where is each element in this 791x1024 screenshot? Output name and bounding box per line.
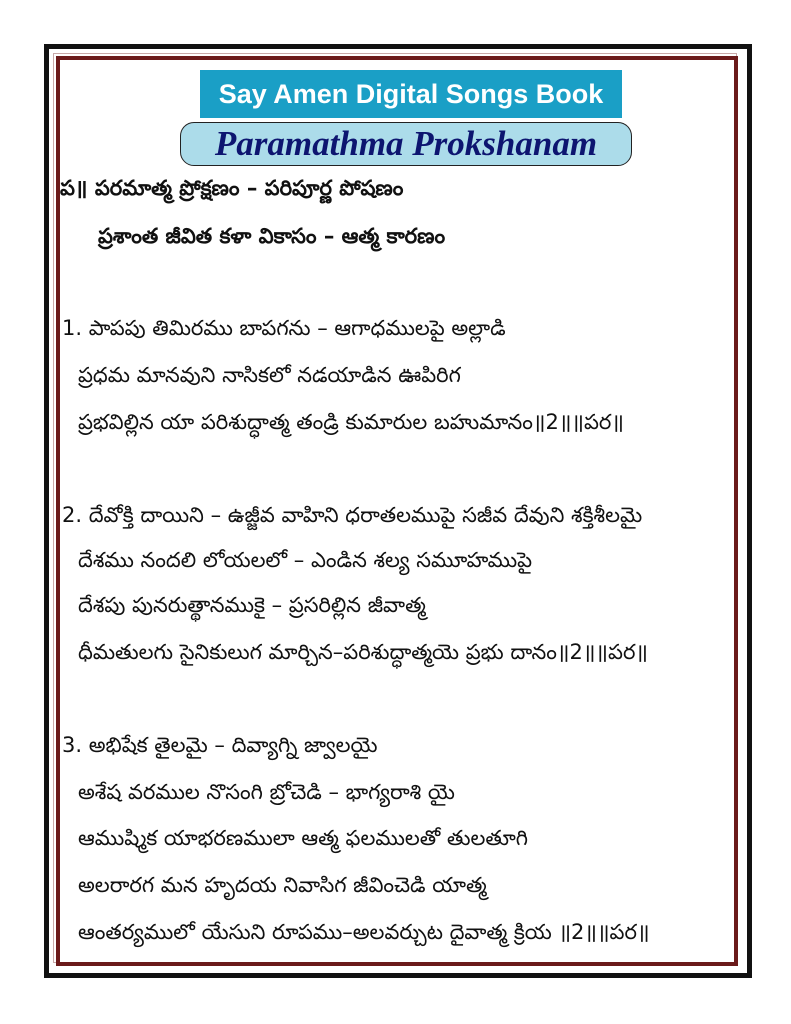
pallavi-line: ప్రశాంత జీవిత కళా వికాసం – ఆత్మ కారణం bbox=[98, 224, 446, 248]
stanza-1-line: 1. పాపపు తిమిరము బాపగను – ఆగాధములపై అల్లాడి bbox=[62, 316, 506, 340]
stanza-2-line: ధీమతులగు సైనికులుగ మార్చిన–పరిశుద్ధాత్మయె ప్రభు దానం॥2॥॥పర॥ bbox=[78, 640, 648, 664]
stanza-2-line: 2. దేవోక్తి దాయిని – ఉజ్జీవ వాహిని ధరాతలముపై సజీవ దేవుని శక్తిశీలమై bbox=[62, 503, 643, 527]
stanza-2-line: దేశపు పునరుత్థానముకై – ప్రసరిల్లిన జీవాత్మ bbox=[78, 593, 426, 617]
song-title: Paramathma Prokshanam bbox=[180, 122, 632, 166]
songbook-banner: Say Amen Digital Songs Book bbox=[200, 70, 622, 118]
stanza-3-line: 3. అభిషేక తైలమై – దివ్యాగ్ని జ్వాలయై bbox=[62, 733, 378, 757]
stanza-1-line: ప్రధమ మానవుని నాసికలో నడయాడిన ఊపిరిగ bbox=[78, 363, 461, 387]
stanza-2-line: దేశము నందలి లోయలలో – ఎండిన శల్య సమూహముపై bbox=[78, 548, 533, 572]
stanza-3-line: ఆముష్మిక యాభరణములా ఆత్మ ఫలములతో తులతూగి bbox=[78, 826, 528, 850]
stanza-3-line: ఆంతర్యములో యేసుని రూపము–అలవర్చుట దైవాత్మ క్రియ ॥2॥॥పర॥ bbox=[78, 920, 650, 944]
stanza-3-line: అలరారగ మన హృదయ నివాసిగ జీవించెడి యాత్మ bbox=[78, 873, 487, 897]
stanza-3-line: అశేష వరముల నొసంగి బ్రోచెడి – భాగ్యరాశి యై bbox=[78, 780, 455, 804]
pallavi-line: ప॥ పరమాత్మ ప్రోక్షణం – పరిపూర్ణ పోషణం bbox=[60, 176, 404, 200]
stanza-1-line: ప్రభవిల్లిన యా పరిశుద్ధాత్మ తండ్రి కుమారుల బహుమానం॥2॥॥పర॥ bbox=[78, 410, 624, 434]
